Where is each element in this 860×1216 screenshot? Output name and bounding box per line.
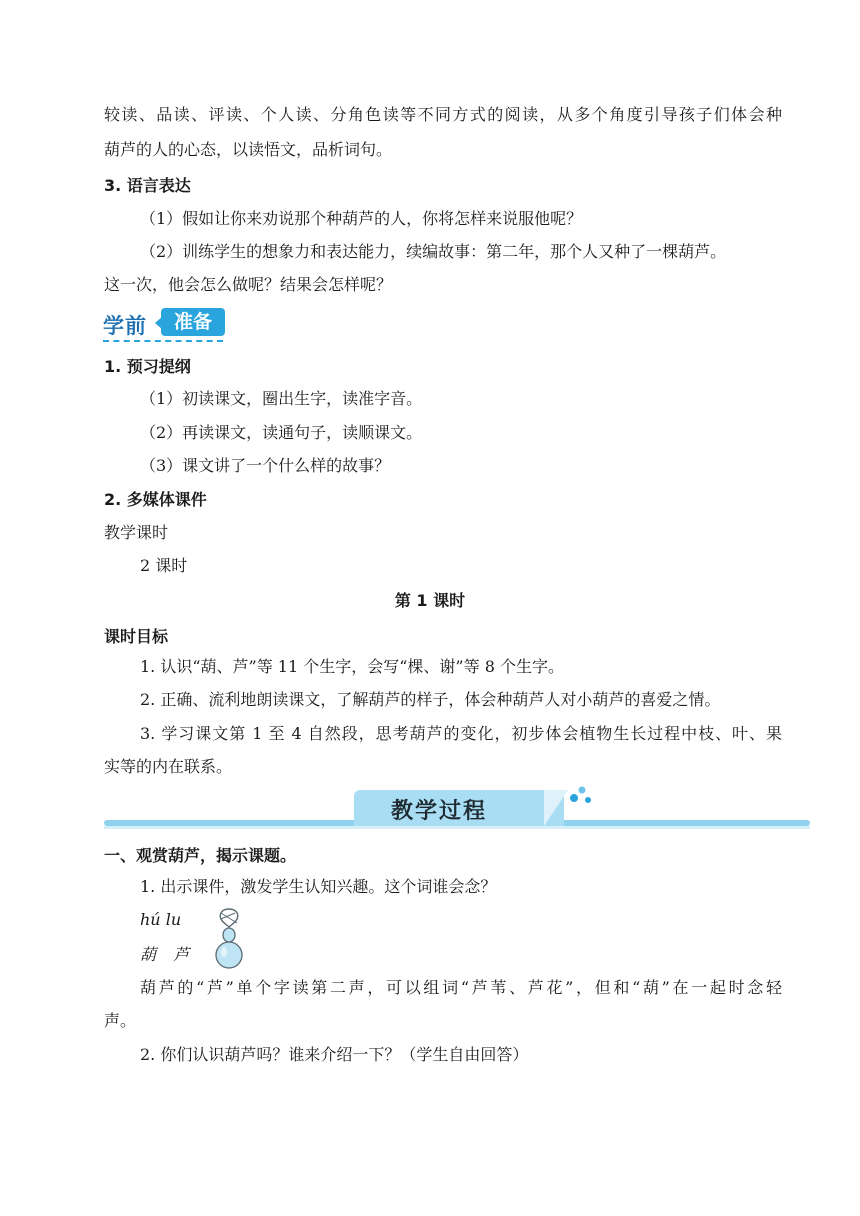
lesson-title: 第 1 课时 [394,591,466,610]
word-label: 葫 芦 [140,945,196,964]
goal-item-continuation: 实等的内在联系。 [104,757,233,776]
paragraph-line: 2 课时 [140,556,188,575]
goal-item: 3. 学习课文第 1 至 4 自然段，思考葫芦的变化，初步体会植物生长过程中枝、叶、果 [140,724,782,743]
list-item: （2）训练学生的想象力和表达能力，续编故事：第二年，那个人又种了一棵葫芦。 [140,242,727,261]
pinyin-label: hú lu [140,910,182,929]
paragraph-line: 葫芦的“芦”单个字读第二声，可以组词“芦苇、芦花”，但和“葫”在一起时念轻 [140,978,782,997]
banner-title: 教学过程 [390,799,487,824]
list-item: （1）假如让你来劝说那个种葫芦的人，你将怎样来说服他呢？ [140,209,583,228]
paragraph-line: 声。 [104,1011,137,1030]
list-item: （2）再读课文，读通句子，读顺课文。 [140,423,423,442]
goal-item: 2. 正确、流利地朗读课文，了解葫芦的样子，体会种葫芦人对小葫芦的喜爱之情。 [140,690,721,709]
paragraph-line: 教学课时 [104,523,169,542]
list-item-continuation: 这一次，他会怎么做呢？结果会怎样呢？ [104,275,393,294]
badge-underline [103,340,223,342]
section-banner-teaching-process [104,780,810,832]
badge-left-text: 学前 [103,314,147,338]
section-heading-media: 2. 多媒体课件 [104,490,207,509]
list-item: （3）课文讲了一个什么样的故事？ [140,456,391,475]
section-heading-preview: 1. 预习提纲 [104,357,191,376]
section-badge-preparation [103,306,225,340]
gourd-icon [207,905,251,971]
paragraph-line: 葫芦的人的心态，以读悟文，品析词句。 [104,140,393,159]
step-item: 1. 出示课件，激发学生认知兴趣。这个词谁会念？ [140,877,497,896]
step-item: 2. 你们认识葫芦吗？谁来介绍一下？（学生自由回答） [140,1045,529,1064]
section-heading-goals: 课时目标 [104,627,169,646]
water-drops-icon [566,780,596,810]
section-heading-language: 3. 语言表达 [104,176,191,195]
section-heading-observe: 一、观赏葫芦，揭示课题。 [104,846,297,865]
list-item: （1）初读课文，圈出生字，读准字音。 [140,389,423,408]
badge-right-text: 准备 [161,308,225,336]
goal-item: 1. 认识“葫、芦”等 11 个生字，会写“棵、谢”等 8 个生字。 [140,657,564,676]
paragraph-line: 较读、品读、评读、个人读、分角色读等不同方式的阅读，从多个角度引导孩子们体会种 [104,105,782,124]
